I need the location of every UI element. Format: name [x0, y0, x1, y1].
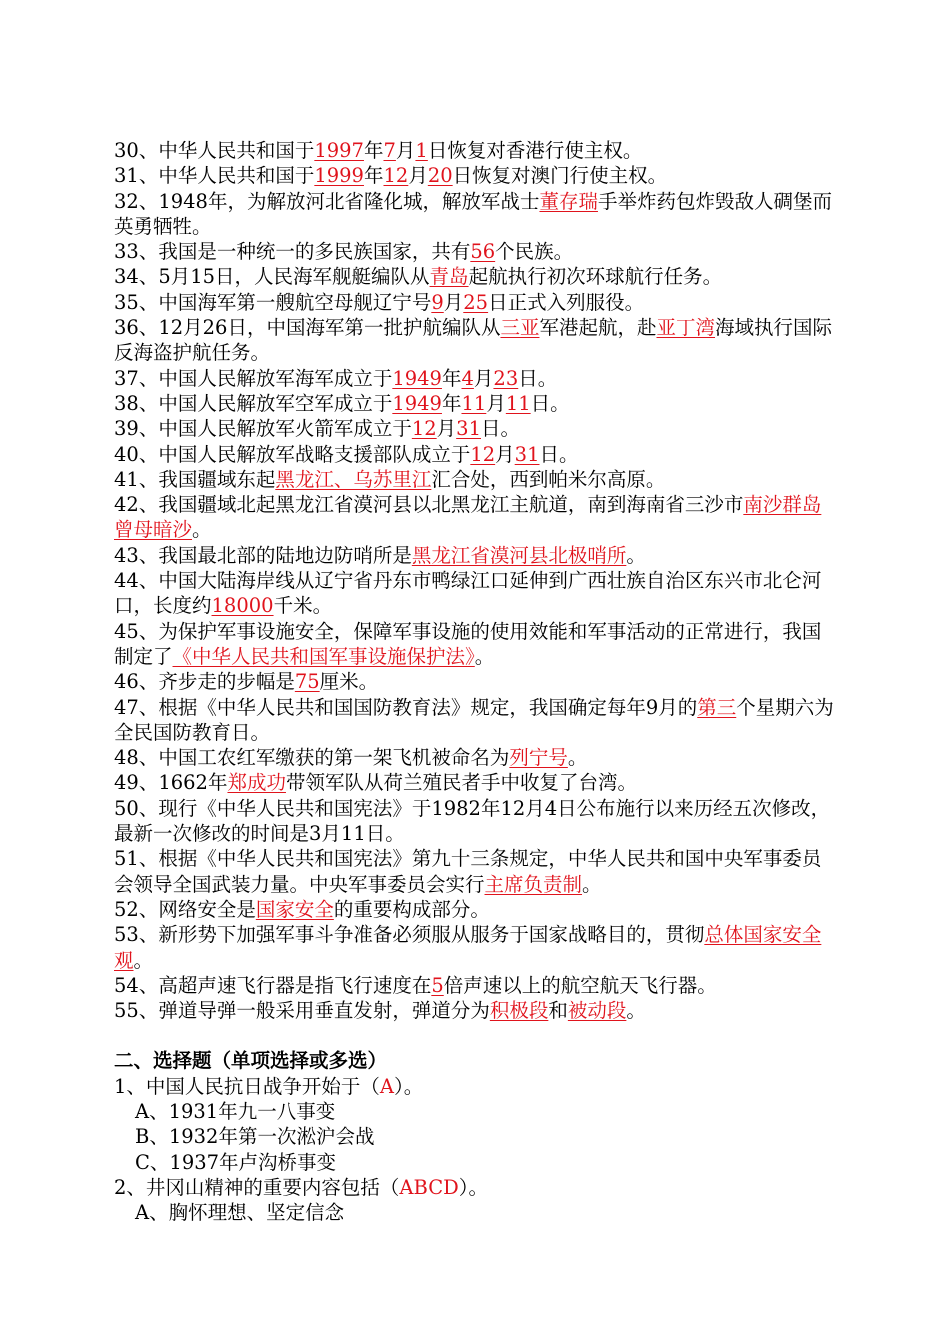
- question-text: 49、1662年: [114, 771, 228, 795]
- answer-blank: 9: [431, 290, 444, 314]
- question-text: 46、齐步走的步幅是: [114, 670, 295, 694]
- question-text: 。: [133, 948, 154, 972]
- question-text: 36、12月26日，中国海军第一批护航编队从: [114, 316, 501, 340]
- answer-blank: 12: [411, 417, 437, 441]
- question-text: 55、弹道导弹一般采用垂直发射，弹道分为: [114, 999, 490, 1023]
- answer-blank: 18000: [211, 594, 274, 618]
- answer-blank: 11: [505, 391, 531, 415]
- answer-blank: 1997: [314, 139, 364, 162]
- fill-question: [114, 568, 836, 619]
- answer-blank: 12: [383, 164, 409, 188]
- answer-blank: 青岛: [429, 265, 469, 289]
- question-text: 个民族。: [495, 240, 574, 264]
- question-text: 年: [363, 139, 384, 162]
- question-text: 。: [582, 872, 602, 896]
- answer-blank: 列宁号: [509, 746, 568, 770]
- question-text: 42、我国疆域北起黑龙江省漠河县以北黑龙江主航道，南到海南省三沙市: [114, 493, 744, 517]
- question-text: 日。: [481, 417, 521, 441]
- answer-blank: 国家安全: [255, 897, 334, 921]
- question-text: 。: [626, 999, 646, 1023]
- fill-question: [114, 315, 836, 366]
- answer-blank: 1949: [392, 366, 442, 390]
- choice-question: [114, 1175, 836, 1200]
- question-text: 34、5月15日，人民海军舰艇编队从: [114, 265, 430, 289]
- fill-question: [114, 543, 836, 568]
- choice-option: C、1937年卢沟桥事变: [135, 1150, 337, 1174]
- question-text: 43、我国最北部的陆地边防哨所是: [114, 543, 412, 567]
- question-text: 日。: [518, 366, 558, 390]
- fill-question: [114, 973, 836, 998]
- question-text: 月: [408, 164, 428, 188]
- question-text: 带领军队从荷兰殖民者手中收复了台湾。: [285, 771, 637, 795]
- answer-blank: 7: [383, 139, 396, 162]
- question-text: 。: [567, 746, 588, 770]
- answer-blank: 三亚: [500, 316, 540, 340]
- fill-question: [114, 442, 836, 467]
- question-text: 月: [395, 139, 416, 162]
- answer-blank: 4: [461, 366, 474, 390]
- fill-question: [114, 669, 836, 694]
- question-text: 35、中国海军第一艘航空母舰辽宁号: [114, 290, 432, 314]
- question-text: 年: [441, 391, 462, 415]
- fill-question: [114, 492, 836, 543]
- choice-option: B、1932年第一次淞沪会战: [135, 1125, 375, 1149]
- choice-question-list: [114, 1074, 836, 1226]
- document-body: [114, 138, 836, 1225]
- question-text: 。: [626, 543, 646, 567]
- fill-question: [114, 998, 836, 1023]
- answer-blank: 南沙群岛曾母暗沙: [114, 493, 822, 542]
- question-text: 53、新形势下加强军事斗争准备必须服从服务于国家战略目的，贯彻: [114, 923, 705, 947]
- question-text: 倍声速以上的航空航天飞行器。: [443, 973, 717, 997]
- fill-question: [114, 189, 836, 240]
- question-text: 39、中国人民解放军火箭军成立于: [114, 417, 412, 441]
- answer-blank: 黑龙江省漠河县北极哨所: [411, 543, 627, 567]
- question-text: 日正式入列服役。: [488, 290, 645, 314]
- fill-question: [114, 391, 836, 416]
- answer-blank: 积极段: [489, 999, 549, 1023]
- answer-blank: 11: [461, 391, 487, 415]
- answer-blank: 郑成功: [227, 771, 286, 795]
- question-text: 日。: [530, 391, 570, 415]
- question-text: 44、中国大陆海岸线从辽宁省丹东市鸭绿江口延伸到广西壮族自治区东兴市北仑河口，长度约: [114, 569, 822, 618]
- answer-blank: 被动段: [567, 999, 627, 1023]
- answer-choice: ABCD: [399, 1175, 459, 1199]
- question-text: 月: [473, 366, 494, 390]
- question-text: ）。: [394, 1074, 424, 1098]
- question-text: 汇合处，西到帕米尔高原。: [431, 467, 666, 491]
- fill-question: [114, 416, 836, 441]
- fill-question: [114, 366, 836, 391]
- answer-blank: 56: [470, 240, 496, 264]
- question-text: 32、1948年，为解放河北省隆化城，解放军战士: [114, 189, 540, 213]
- fill-question: [114, 264, 836, 289]
- question-text: 48、中国工农红军缴获的第一架飞机被命名为: [114, 746, 510, 770]
- answer-blank: 1949: [392, 391, 442, 415]
- question-text: 海域执行国际反海盗护航任务。: [114, 316, 833, 365]
- fill-question: [114, 770, 836, 795]
- answer-blank: 75: [294, 670, 320, 694]
- answer-blank: 1: [415, 139, 428, 162]
- question-text: 个星期六为全民国防教育日。: [114, 695, 834, 744]
- question-text: 日。: [539, 442, 579, 466]
- fill-question: [114, 467, 836, 492]
- fill-question: [114, 796, 836, 847]
- fill-question: [114, 163, 836, 188]
- fill-question: [114, 846, 836, 897]
- answer-blank: 董存瑞: [539, 189, 598, 213]
- choice-option: A、胸怀理想、坚定信念: [135, 1201, 345, 1225]
- question-text: 30、中华人民共和国于: [114, 139, 315, 162]
- fill-question: [114, 922, 836, 973]
- question-text: 54、高超声速飞行器是指飞行速度在: [114, 973, 432, 997]
- question-text: 47、根据《中华人民共和国国防教育法》规定，我国确定每年9月的: [114, 695, 698, 719]
- fill-in-blank-list: [114, 138, 836, 1023]
- answer-blank: 31: [456, 417, 481, 441]
- answer-blank: 总体国家安全观: [114, 923, 822, 972]
- fill-question: [114, 290, 836, 315]
- choice-question: [114, 1074, 836, 1099]
- answer-blank: 主席负责制: [484, 872, 583, 896]
- answer-blank: 亚丁湾: [656, 316, 715, 340]
- choice-option: A、1931年九一八事变: [135, 1099, 336, 1123]
- answer-blank: 《中华人民共和国军事设施保护法》: [172, 644, 475, 668]
- question-text: 起航执行初次环球航行任务。: [468, 265, 723, 289]
- answer-blank: 12: [470, 442, 496, 466]
- answer-blank: 31: [514, 442, 540, 466]
- answer-blank: 1999: [314, 164, 364, 188]
- answer-blank: 23: [493, 366, 519, 390]
- question-text: 51、根据《中华人民共和国宪法》第九十三条规定，中华人民共和国中央军事委员会领导全国武装力量。中央军事委员会实行: [114, 847, 822, 896]
- question-text: 45、为保护军事设施安全，保障军事设施的使用效能和军事活动的正常进行，我国制定了: [114, 619, 822, 668]
- question-text: 37、中国人民解放军海军成立于: [114, 366, 393, 390]
- question-text: 。: [192, 518, 212, 542]
- answer-blank: 25: [463, 290, 489, 314]
- question-text: 38、中国人民解放军空军成立于: [114, 391, 393, 415]
- question-text: 1、中国人民抗日战争开始于（: [114, 1074, 380, 1098]
- question-text: 和: [548, 999, 568, 1023]
- answer-blank: 20: [427, 164, 453, 188]
- question-text: 31、中华人民共和国于: [114, 164, 315, 188]
- question-text: 的重要构成部分。: [333, 897, 490, 921]
- question-text: 月: [486, 391, 506, 415]
- section-title: 二、选择题（单项选择或多选）: [114, 1049, 388, 1073]
- question-text: 41、我国疆域东起: [114, 467, 276, 491]
- fill-question: [114, 745, 836, 770]
- question-text: 千米。: [273, 594, 333, 618]
- question-text: 40、中国人民解放军战略支援部队成立于: [114, 442, 471, 466]
- question-text: 月: [436, 417, 457, 441]
- question-text: 2、井冈山精神的重要内容包括（: [114, 1175, 400, 1199]
- question-text: 日恢复对香港行使主权。: [427, 139, 643, 162]
- question-text: 日恢复对澳门行使主权。: [452, 164, 668, 188]
- question-text: 。: [474, 644, 495, 668]
- question-text: 月: [495, 442, 515, 466]
- answer-blank: 第三: [697, 695, 737, 719]
- question-text: 月: [443, 290, 464, 314]
- question-text: 年: [363, 164, 384, 188]
- question-text: 手举炸药包炸毁敌人碉堡而英勇牺牲。: [114, 189, 832, 238]
- question-text: 52、网络安全是: [114, 897, 256, 921]
- fill-question: [114, 695, 836, 746]
- answer-choice: A: [379, 1074, 395, 1098]
- fill-question: [114, 897, 836, 922]
- answer-blank: 5: [431, 973, 444, 997]
- answer-blank: 黑龙江、乌苏里江: [275, 467, 432, 491]
- question-text: 50、现行《中华人民共和国宪法》于1982年12月4日公布施行以来历经五次修改，最新一次修改的时间是3月11日。: [114, 796, 831, 846]
- fill-question: [114, 239, 836, 264]
- question-text: 厘米。: [319, 670, 379, 694]
- question-text: ）。: [458, 1175, 489, 1199]
- question-text: 军港起航，赴: [539, 316, 657, 340]
- question-text: 33、我国是一种统一的多民族国家，共有: [114, 240, 471, 264]
- fill-question: [114, 619, 836, 670]
- fill-question: [114, 138, 836, 163]
- question-text: 年: [441, 366, 462, 390]
